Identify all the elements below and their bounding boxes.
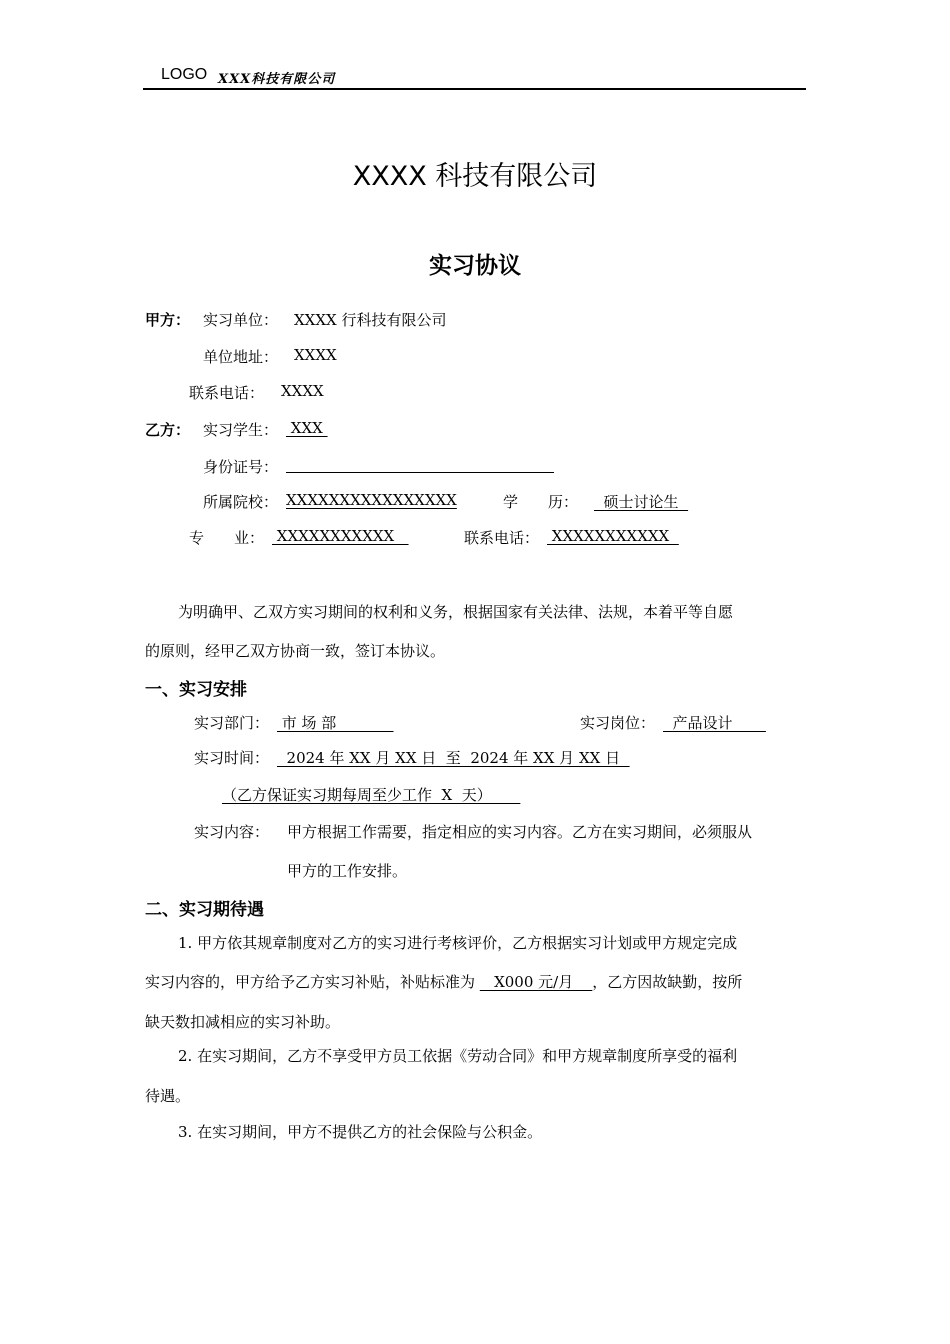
party-b-phone-value: XXXXXXXXXXX bbox=[547, 527, 679, 545]
section-2-heading: 二、实习期待遇 bbox=[145, 900, 264, 920]
clause-1-line-2 bbox=[145, 971, 742, 992]
party-a-address-label: 单位地址： bbox=[203, 348, 279, 366]
clause-2-line-1: 2. 在实习期间，乙方不享受甲方员工依据《劳动合同》和甲方规章制度所享受的福利 bbox=[178, 1047, 738, 1065]
party-a-address-value: XXXX bbox=[294, 346, 337, 364]
clause-1-line-2-start: 实习内容的，甲方给予乙方实习补贴，补贴标准为 bbox=[145, 973, 480, 991]
party-a-unit-value: XXXX 行科技有限公司 bbox=[294, 311, 447, 329]
post-label: 实习岗位： bbox=[580, 714, 656, 732]
party-b-school-label: 所属院校： bbox=[203, 493, 279, 511]
dept-label: 实习部门： bbox=[194, 714, 270, 732]
party-b-student-value: XXX bbox=[286, 419, 328, 437]
party-b-label: 乙方： bbox=[145, 421, 191, 439]
header-logo: LOGO bbox=[161, 66, 208, 83]
clause-2-line-2: 待遇。 bbox=[145, 1087, 191, 1105]
clause-1-line-3: 缺天数扣减相应的实习补助。 bbox=[145, 1013, 341, 1031]
header-divider bbox=[143, 88, 806, 90]
content-line-2: 甲方的工作安排。 bbox=[287, 862, 408, 880]
document-subtitle: 实习协议 bbox=[429, 252, 521, 279]
party-b-degree-label: 学 历： bbox=[503, 493, 579, 511]
clause-1-line-2-end: ，乙方因故缺勤，按所 bbox=[592, 973, 743, 991]
document-title: XXXX 科技有限公司 bbox=[352, 161, 598, 192]
party-b-student-label: 实习学生： bbox=[203, 421, 279, 439]
party-a-phone-value: XXXX bbox=[281, 382, 324, 400]
work-days-note: （乙方保证实习期每周至少工作 X 天） bbox=[222, 786, 521, 804]
time-value: 2024 年 XX 月 XX 日 至 2024 年 XX 月 XX 日 bbox=[277, 749, 630, 767]
intro-line-2: 的原则，经甲乙双方协商一致，签订本协议。 bbox=[145, 642, 446, 660]
party-a-phone-label: 联系电话： bbox=[189, 384, 265, 402]
content-line-1: 甲方根据工作需要，指定相应的实习内容。乙方在实习期间，必须服从 bbox=[287, 823, 753, 841]
header-company-name: XXX科技有限公司 bbox=[218, 72, 336, 87]
intro-line-1: 为明确甲、乙双方实习期间的权利和义务，根据国家有关法律、法规，本着平等自愿 bbox=[178, 603, 734, 621]
dept-value: 市 场 部 bbox=[277, 714, 394, 732]
subsidy-value: X000 元/月 bbox=[479, 973, 593, 991]
clause-3: 3. 在实习期间，甲方不提供乙方的社会保险与公积金。 bbox=[178, 1123, 543, 1141]
content-label: 实习内容： bbox=[194, 823, 270, 841]
party-b-school-value: XXXXXXXXXXXXXXXX bbox=[286, 491, 457, 509]
party-a-label: 甲方： bbox=[145, 311, 191, 329]
clause-1-line-1: 1. 甲方依其规章制度对乙方的实习进行考核评价，乙方根据实习计划或甲方规定完成 bbox=[178, 934, 738, 952]
party-b-major-value: XXXXXXXXXXX bbox=[272, 527, 409, 545]
party-a-unit-label: 实习单位： bbox=[203, 311, 279, 329]
party-b-major-label: 专 业： bbox=[189, 529, 265, 547]
post-value: 产品设计 bbox=[663, 714, 766, 732]
time-label: 实习时间： bbox=[194, 749, 270, 767]
section-1-heading: 一、实习安排 bbox=[145, 680, 247, 700]
party-b-degree-value: 硕士讨论生 bbox=[594, 493, 689, 511]
party-b-id-label: 身份证号： bbox=[203, 458, 279, 476]
party-b-id-blank bbox=[286, 472, 554, 473]
party-b-phone-label: 联系电话： bbox=[464, 529, 540, 547]
